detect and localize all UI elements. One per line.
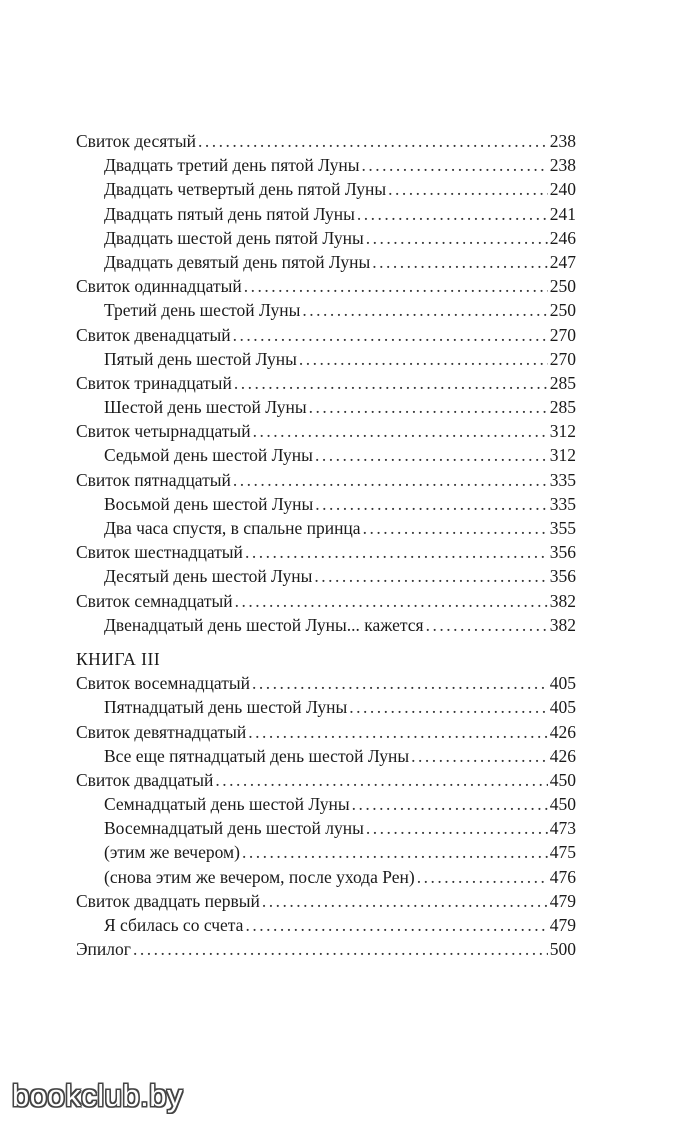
dot-leader bbox=[235, 589, 548, 613]
dot-leader bbox=[234, 371, 548, 395]
toc-entry-title: Свиток двадцатый bbox=[76, 769, 214, 790]
dot-leader bbox=[233, 468, 548, 492]
toc-entry-title: Двадцать четвертый день пятой Луны bbox=[104, 179, 387, 200]
dot-leader bbox=[357, 202, 548, 226]
toc-entry-page: 240 bbox=[549, 179, 576, 200]
toc-subentry bbox=[76, 250, 576, 274]
toc-subentry bbox=[76, 792, 576, 816]
toc-entry bbox=[76, 419, 576, 443]
toc-subentry bbox=[76, 347, 576, 371]
toc-entry-title: Свиток пятнадцатый bbox=[76, 469, 231, 490]
toc-entry-title: Свиток четырнадцатый bbox=[76, 421, 251, 442]
toc-subentry bbox=[76, 516, 576, 540]
toc-entry-title: Свиток одиннадцатый bbox=[76, 276, 242, 297]
toc-subentry bbox=[76, 202, 576, 226]
toc-entry-page: 426 bbox=[549, 721, 576, 742]
toc-entry-title: (этим же вечером) bbox=[104, 842, 240, 863]
toc-entry-page: 356 bbox=[549, 542, 576, 563]
toc-subentry bbox=[76, 613, 576, 637]
toc-entry bbox=[76, 589, 576, 613]
toc-entry-title: Восьмой день шестой Луны bbox=[104, 493, 314, 514]
toc-entry-page: 473 bbox=[549, 818, 576, 839]
toc-entry bbox=[76, 274, 576, 298]
watermark-logo: bookclub.by bbox=[12, 1078, 183, 1113]
dot-leader bbox=[198, 129, 548, 153]
toc-entry-title: Двенадцатый день шестой Луны... кажется bbox=[104, 614, 424, 635]
toc-entry-page: 270 bbox=[549, 324, 576, 345]
toc-entry-title: Третий день шестой Луны bbox=[104, 300, 301, 321]
dot-leader bbox=[372, 250, 548, 274]
dot-leader bbox=[361, 153, 547, 177]
toc-entry-title: Свиток двенадцатый bbox=[76, 324, 231, 345]
dot-leader bbox=[349, 695, 548, 719]
toc-entry bbox=[76, 129, 576, 153]
toc-entry-page: 450 bbox=[549, 794, 576, 815]
toc-subentry bbox=[76, 153, 576, 177]
toc-entry-page: 475 bbox=[549, 842, 576, 863]
toc-entry-title: Пятнадцатый день шестой Луны bbox=[104, 697, 348, 718]
toc-entry-page: 312 bbox=[549, 445, 576, 466]
toc-subentry bbox=[76, 226, 576, 250]
dot-leader bbox=[245, 540, 548, 564]
toc-entry-title: Свиток девятнадцатый bbox=[76, 721, 247, 742]
dot-leader bbox=[363, 516, 548, 540]
toc-subentry bbox=[76, 492, 576, 516]
dot-leader bbox=[299, 347, 548, 371]
toc-entry-title: Двадцать пятый день пятой Луны bbox=[104, 203, 355, 224]
dot-leader bbox=[245, 913, 547, 937]
toc-subentry bbox=[76, 865, 576, 889]
dot-leader bbox=[314, 564, 547, 588]
dot-leader bbox=[426, 613, 548, 637]
toc-entry-title: Я сбилась со счета bbox=[104, 915, 244, 935]
toc-subentry bbox=[76, 816, 576, 840]
dot-leader bbox=[411, 744, 548, 768]
toc-entry bbox=[76, 540, 576, 564]
dot-leader bbox=[417, 865, 548, 889]
toc-subentry bbox=[76, 913, 576, 937]
toc-entry-page: 335 bbox=[549, 469, 576, 490]
toc-entry-title: Двадцать третий день пятой Луны bbox=[104, 155, 360, 176]
toc-entry bbox=[76, 768, 576, 792]
book-heading: КНИГА III bbox=[76, 648, 161, 669]
toc-entry-title: Двадцать шестой день пятой Луны bbox=[104, 227, 364, 248]
toc-entry-title: Пятый день шестой Луны bbox=[104, 348, 297, 369]
toc-entry-page: 241 bbox=[549, 203, 576, 224]
toc-subentry bbox=[76, 695, 576, 719]
toc-entry-page: 355 bbox=[549, 518, 576, 538]
toc-entry-page: 479 bbox=[549, 915, 576, 935]
toc-entry-page: 476 bbox=[549, 866, 576, 887]
toc-entry-page: 238 bbox=[549, 155, 576, 176]
toc-subentry bbox=[76, 840, 576, 864]
toc-entry bbox=[76, 323, 576, 347]
toc-entry-title: Свиток десятый bbox=[76, 131, 197, 151]
toc-entry-title: Семнадцатый день шестой Луны bbox=[104, 794, 350, 815]
toc-entry-page: 250 bbox=[549, 300, 576, 321]
toc-entry-title: Седьмой день шестой Луны bbox=[104, 445, 313, 466]
toc-entry-title: Свиток семнадцатый bbox=[76, 590, 233, 611]
toc-entry-title: Свиток тринадцатый bbox=[76, 372, 232, 393]
toc-entry-title: (снова этим же вечером, после ухода Рен) bbox=[104, 866, 415, 887]
toc-entry-page: 250 bbox=[549, 276, 576, 297]
toc-entry-title: Шестой день шестой Луны bbox=[104, 397, 307, 418]
toc-subentry bbox=[76, 395, 576, 419]
dot-leader bbox=[262, 889, 548, 913]
dot-leader bbox=[388, 177, 548, 201]
toc-subentry bbox=[76, 443, 576, 467]
toc-entry bbox=[76, 937, 576, 961]
toc-subentry bbox=[76, 744, 576, 768]
dot-leader bbox=[242, 840, 548, 864]
dot-leader bbox=[352, 792, 548, 816]
toc-entry-title: Свиток восемнадцатый bbox=[76, 673, 250, 694]
toc-entry bbox=[76, 371, 576, 395]
toc-entry-page: 238 bbox=[549, 131, 576, 151]
dot-leader bbox=[133, 937, 548, 961]
toc-entry bbox=[76, 468, 576, 492]
toc-entry-page: 356 bbox=[549, 566, 576, 587]
toc-list-part2 bbox=[76, 671, 576, 961]
toc-entry-page: 285 bbox=[549, 397, 576, 418]
toc-list-part1 bbox=[76, 129, 576, 637]
toc-entry-page: 335 bbox=[549, 493, 576, 514]
toc-entry-page: 405 bbox=[549, 697, 576, 718]
toc-entry-title: Эпилог bbox=[76, 939, 131, 960]
dot-leader bbox=[253, 419, 548, 443]
toc-entry-title: Двадцать девятый день пятой Луны bbox=[104, 251, 371, 272]
toc-subentry bbox=[76, 177, 576, 201]
toc-entry-page: 500 bbox=[549, 939, 576, 960]
toc-entry-title: Свиток двадцать первый bbox=[76, 890, 260, 911]
dot-leader bbox=[252, 671, 548, 695]
toc-subentry bbox=[76, 564, 576, 588]
dot-leader bbox=[302, 298, 547, 322]
dot-leader bbox=[366, 226, 548, 250]
dot-leader bbox=[248, 720, 548, 744]
toc-entry-page: 285 bbox=[549, 372, 576, 393]
toc-entry-page: 426 bbox=[549, 745, 576, 766]
dot-leader bbox=[233, 323, 548, 347]
toc-entry-page: 382 bbox=[549, 614, 576, 635]
toc-entry-page: 247 bbox=[549, 251, 576, 272]
toc-entry-page: 382 bbox=[549, 590, 576, 611]
table-of-contents bbox=[76, 129, 576, 961]
toc-entry-page: 246 bbox=[549, 227, 576, 248]
dot-leader bbox=[366, 816, 548, 840]
dot-leader bbox=[215, 768, 547, 792]
dot-leader bbox=[309, 395, 548, 419]
toc-entry-title: Два часа спустя, в спальне принца bbox=[104, 518, 361, 538]
toc-entry-title: Все еще пятнадцатый день шестой Луны bbox=[104, 745, 410, 766]
toc-entry-title: Десятый день шестой Луны bbox=[104, 566, 313, 587]
toc-entry-page: 270 bbox=[549, 348, 576, 369]
dot-leader bbox=[244, 274, 548, 298]
dot-leader bbox=[315, 492, 548, 516]
toc-entry-title: Восемнадцатый день шестой луны bbox=[104, 818, 364, 839]
toc-entry bbox=[76, 889, 576, 913]
toc-entry-page: 479 bbox=[549, 890, 576, 911]
toc-entry bbox=[76, 671, 576, 695]
toc-subentry bbox=[76, 298, 576, 322]
toc-entry-page: 405 bbox=[549, 673, 576, 694]
toc-entry-title: Свиток шестнадцатый bbox=[76, 542, 243, 563]
dot-leader bbox=[315, 443, 548, 467]
toc-entry-page: 450 bbox=[549, 769, 576, 790]
toc-entry bbox=[76, 720, 576, 744]
toc-entry-page: 312 bbox=[549, 421, 576, 442]
